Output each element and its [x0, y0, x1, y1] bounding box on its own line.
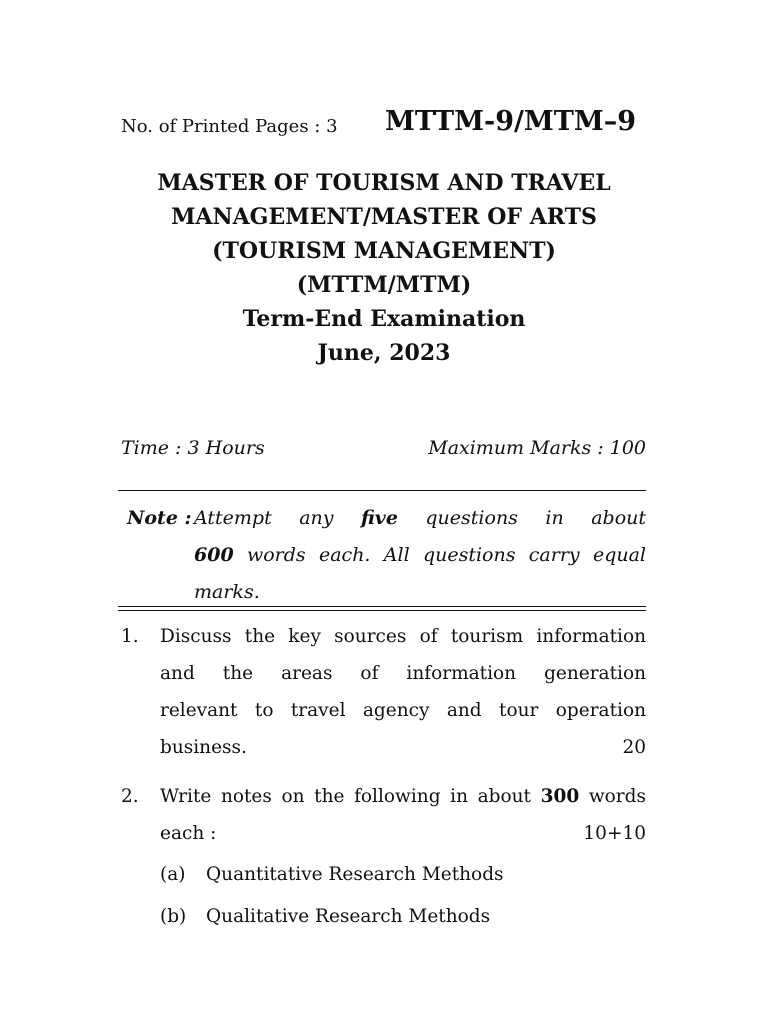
divider-double-bottom: [118, 610, 646, 611]
exam-title: [100, 166, 668, 370]
question-emphasis: 300: [540, 786, 580, 807]
question-last-line: [160, 729, 646, 766]
course-code: MTTM-9/MTM–9: [385, 106, 637, 137]
divider-top: [118, 490, 646, 491]
part-label: (b): [160, 906, 187, 927]
question-text: [160, 778, 646, 852]
question-2-part-b: [160, 906, 646, 932]
question-marks: 10+10: [583, 823, 646, 844]
question-marks: 20: [622, 737, 646, 758]
note-line-2: [194, 537, 646, 574]
note-text: Attempt any: [194, 507, 361, 529]
note-line-1: [194, 500, 646, 537]
title-line-6: June, 2023: [317, 340, 451, 366]
note-line-3: marks.: [194, 581, 260, 603]
question-line: Discuss the key sources of tourism information: [160, 626, 646, 647]
title-line-2: MANAGEMENT/MASTER OF ARTS: [171, 204, 597, 230]
note-text: questions in about: [397, 507, 646, 529]
page-header: [121, 106, 651, 146]
question-line: [160, 778, 646, 815]
question-text-part: Write notes on the following in about: [160, 786, 541, 807]
part-label: (a): [160, 864, 186, 885]
title-line-5: Term-End Examination: [242, 306, 526, 332]
exam-meta: [121, 437, 646, 463]
question-2-part-a: [160, 864, 646, 890]
part-text: Quantitative Research Methods: [206, 864, 504, 885]
question-number: 2.: [121, 786, 139, 807]
question-last-line: [160, 815, 646, 852]
question-line: each :: [160, 823, 217, 844]
question-text: [160, 618, 646, 766]
part-text: Qualitative Research Methods: [206, 906, 491, 927]
question-line: business.: [160, 737, 247, 758]
note-label: Note :: [127, 507, 192, 529]
time-allowed: Time : 3 Hours: [121, 437, 265, 459]
title-line-4: (MTTM/MTM): [296, 272, 472, 298]
question-line: relevant to travel agency and tour operation: [160, 700, 646, 721]
note-emphasis: five: [360, 507, 398, 529]
note-emphasis: 600: [194, 544, 234, 566]
title-line-1: MASTER OF TOURISM AND TRAVEL: [157, 170, 611, 196]
note-body: [194, 500, 646, 611]
divider-double-top: [118, 606, 646, 607]
question-line: and the areas of information generation: [160, 663, 646, 684]
question-number: 1.: [121, 626, 139, 647]
title-line-3: (TOURISM MANAGEMENT): [212, 238, 556, 264]
printed-pages: No. of Printed Pages : 3: [121, 116, 338, 137]
question-text-part: words: [579, 786, 646, 807]
note-text: words each. All questions carry equal: [233, 544, 646, 566]
maximum-marks: Maximum Marks : 100: [428, 437, 646, 459]
